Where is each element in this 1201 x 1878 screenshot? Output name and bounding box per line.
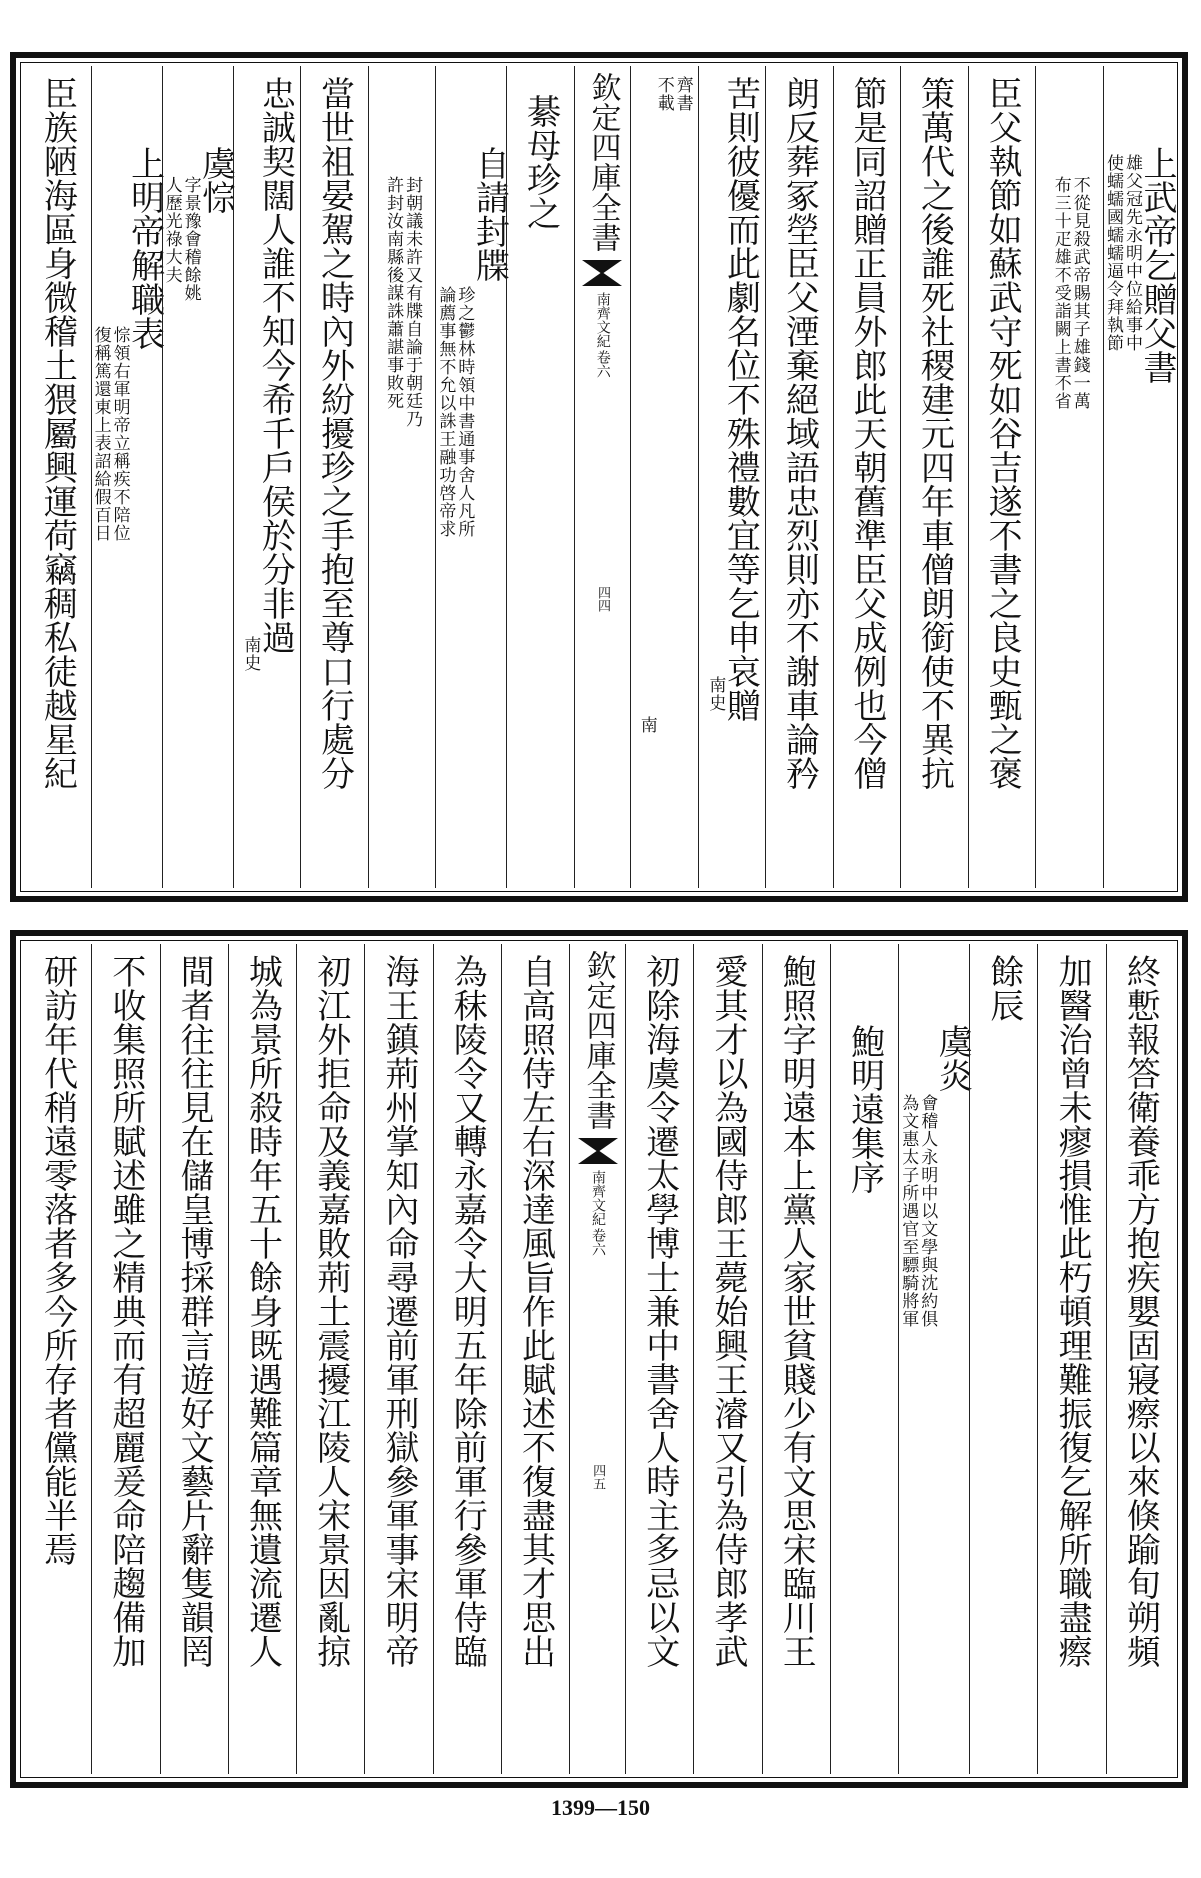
body-text: 自高照侍左右深達風旨作此賦述不復盡其才思出 bbox=[515, 954, 556, 1668]
text-column bbox=[1035, 66, 1103, 888]
text-column bbox=[833, 66, 901, 888]
body-text: 策萬代之後誰死社稷建元四年車僧朗銜使不異抗 bbox=[914, 76, 955, 790]
body-text: 節是同詔贈正員外郎此天朝舊準臣父成例也今僧 bbox=[846, 76, 887, 790]
text-column bbox=[830, 944, 898, 1774]
text-column bbox=[898, 944, 973, 1774]
bottom-columns bbox=[24, 944, 1174, 1774]
body-text: 為秣陵令又轉永嘉令大明五年除前軍行參軍侍臨 bbox=[447, 954, 488, 1668]
center-header bbox=[574, 66, 630, 888]
center-header bbox=[569, 944, 625, 1774]
annotation-note: 悰領右軍明帝立稱疾不陪位 復稱篤還東上表詔給假百日 bbox=[90, 326, 130, 542]
source-note: 南史 bbox=[240, 636, 261, 672]
source-note: 南 bbox=[636, 716, 657, 734]
fish-tail-mark-icon bbox=[578, 1138, 618, 1164]
page-footer-label: 1399—150 bbox=[551, 1795, 650, 1820]
text-column bbox=[300, 66, 368, 888]
page-number: 四五 bbox=[590, 1464, 606, 1490]
heading-text: 上明帝解職表 bbox=[124, 146, 165, 350]
body-text: 愛其才以為國侍郎王薨始興王濬又引為侍郎孝武 bbox=[708, 954, 749, 1668]
body-text: 苦則彼優而此劇名位不殊禮數宜等乞申哀贈 bbox=[720, 76, 761, 722]
title-text: 上武帝乞贈父書 bbox=[1137, 146, 1177, 384]
body-text: 加醫治曾未瘳損惟此朽頓理難振復乞解所職盡瘵 bbox=[1052, 954, 1093, 1668]
annotation-note: 雄父冠先永明中位給事中 使蠕蠕國蠕蠕逼令拜執節 bbox=[1103, 154, 1142, 352]
annotation-note: 不從見殺武帝賜其子雄錢一萬 布三十疋雄不受詣闕上書不省 bbox=[1050, 176, 1090, 410]
text-column bbox=[506, 66, 574, 888]
text-column bbox=[762, 944, 830, 1774]
annotation-note: 封朝議未許又有牒自論于朝廷乃 許封汝南縣後謀誅蕭諶事敗死 bbox=[383, 176, 423, 428]
body-text: 城為景所殺時年五十餘身既遇難篇章無遺流遷人 bbox=[242, 954, 283, 1668]
text-column bbox=[501, 944, 569, 1774]
text-column bbox=[24, 944, 91, 1774]
top-page-panel bbox=[10, 52, 1188, 902]
annotation-note: 齊書 不載 bbox=[653, 76, 693, 112]
fish-tail-mark-icon bbox=[582, 260, 622, 286]
book-title: 欽定四庫全書 bbox=[580, 950, 616, 1130]
body-text: 臣族陋海區身微稽土猥屬興運荷竊稠私徒越星紀 bbox=[37, 76, 78, 790]
body-text: 忠誠契闊人誰不知今希千戶侯於分非過 bbox=[255, 76, 296, 654]
body-text: 鮑照字明遠本上黨人家世貧賤少有文思宋臨川王 bbox=[776, 954, 817, 1668]
volume-label: 南齊文紀 卷六 bbox=[589, 1170, 606, 1256]
text-column bbox=[435, 66, 510, 888]
annotation-note: 字景豫會稽餘姚 人歷光祿大夫 bbox=[161, 176, 201, 302]
body-text: 初江外拒命及義嘉敗荊土震擾江陵人宋景因亂掠 bbox=[310, 954, 351, 1668]
annotation-note: 珍之鬱林時領中書通事舍人凡所 論薦事無不允以誅王融功啓帝求 bbox=[435, 286, 475, 538]
text-column bbox=[233, 66, 301, 888]
text-column bbox=[630, 66, 698, 888]
body-text: 研訪年代稍遠零落者多今所存者儻能半焉 bbox=[37, 954, 78, 1566]
text-column bbox=[1106, 944, 1174, 1774]
text-column bbox=[161, 66, 236, 888]
text-column bbox=[968, 66, 1036, 888]
text-column bbox=[900, 66, 968, 888]
body-text: 朗反葬冢塋臣父湮棄絕域語忠烈則亦不謝車論矜 bbox=[779, 76, 820, 790]
text-column bbox=[364, 944, 432, 1774]
top-columns bbox=[24, 66, 1177, 888]
body-text: 終慙報答衛養乖方抱疾嬰固寢瘵以來倏踰旬朔頻 bbox=[1120, 954, 1161, 1668]
bottom-page-panel bbox=[10, 930, 1188, 1788]
body-text: 臣父執節如蘇武守死如谷吉遂不書之良史甄之褒 bbox=[982, 76, 1023, 790]
heading-text: 鮑明遠集序 bbox=[844, 1024, 885, 1194]
text-column bbox=[765, 66, 833, 888]
text-column bbox=[698, 66, 766, 888]
source-note: 南史 bbox=[705, 676, 726, 712]
heading-text: 虞悰 bbox=[195, 146, 236, 214]
heading-text: 綦母珍之 bbox=[520, 94, 561, 230]
text-column bbox=[90, 66, 165, 888]
body-text: 海王鎮荊州掌知內命尋遷前軍刑獄參軍事宋明帝 bbox=[378, 954, 419, 1668]
text-column bbox=[1103, 66, 1177, 888]
text-column bbox=[296, 944, 364, 1774]
text-column bbox=[969, 944, 1037, 1774]
text-column bbox=[368, 66, 436, 888]
text-column bbox=[228, 944, 296, 1774]
book-title: 欽定四庫全書 bbox=[585, 72, 621, 252]
text-column bbox=[24, 66, 91, 888]
page-number: 四四 bbox=[594, 586, 610, 612]
annotation-note: 會稽人永明中以文學與沈約俱 為文惠太子所遇官至驃騎將軍 bbox=[898, 1094, 938, 1328]
text-column bbox=[693, 944, 761, 1774]
body-text: 不收集照所賦述雖之精典而有超麗爰命陪趨備加 bbox=[105, 954, 146, 1668]
heading-text: 虞炎 bbox=[932, 1024, 973, 1092]
text-column bbox=[91, 944, 159, 1774]
body-text: 間者往往見在儲皇博採群言遊好文藝片辭隻韻罔 bbox=[174, 954, 215, 1668]
text-column bbox=[433, 944, 501, 1774]
volume-label: 南齊文紀 卷六 bbox=[594, 292, 611, 378]
text-column bbox=[625, 944, 693, 1774]
text-column bbox=[160, 944, 228, 1774]
text-column bbox=[1037, 944, 1105, 1774]
heading-text: 自請封牒 bbox=[469, 146, 510, 282]
body-text: 當世祖晏駕之時內外紛擾珍之手抱至尊口行處分 bbox=[314, 76, 355, 790]
body-text: 餘辰 bbox=[983, 954, 1024, 1022]
body-text: 初除海虞令遷太學博士兼中書舍人時主多忌以文 bbox=[639, 954, 680, 1668]
